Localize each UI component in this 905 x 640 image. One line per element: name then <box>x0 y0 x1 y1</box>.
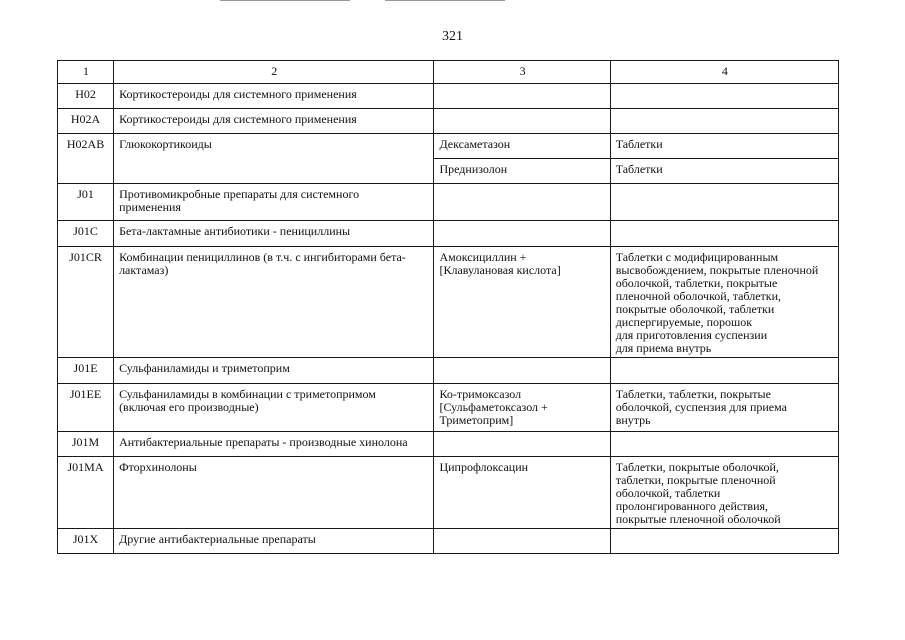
header-col-3: 3 <box>434 61 610 84</box>
table-row <box>58 247 839 358</box>
table-row <box>58 84 839 109</box>
group-name-cell: Бета-лактамные антибиотики - пенициллины <box>114 221 434 247</box>
atc-code-cell: H02A <box>58 109 114 134</box>
atc-code-cell: J01E <box>58 358 114 384</box>
dosage-form-cell <box>610 109 838 134</box>
drug-name-cell: Амоксициллин + [Клавулановая кислота] <box>434 247 610 358</box>
drug-name-cell <box>434 84 610 109</box>
drug-name-cell: Ко-тримоксазол [Сульфаметоксазол + Триметоприм] <box>434 384 610 432</box>
group-name-cell: Другие антибактериальные препараты <box>114 529 434 554</box>
dosage-form-cell <box>610 432 838 457</box>
group-name-cell: Противомикробные препараты для системного применения <box>114 184 434 221</box>
table-row <box>58 109 839 134</box>
dosage-form-cell: Таблетки <box>610 134 838 159</box>
table-row <box>58 432 839 457</box>
scan-edge-rule-left <box>220 0 350 1</box>
dosage-form-cell <box>610 84 838 109</box>
group-name-cell: Кортикостероиды для системного применения <box>114 109 434 134</box>
atc-code-cell: J01M <box>58 432 114 457</box>
header-col-4: 4 <box>610 61 838 84</box>
drug-name-cell <box>434 221 610 247</box>
drug-name-cell: Ципрофлоксацин <box>434 457 610 529</box>
group-name-cell: Фторхинолоны <box>114 457 434 529</box>
drug-name-cell <box>434 358 610 384</box>
dosage-form-cell: Таблетки с модифицированным высвобождением, покрытые пленочной оболочкой, таблетки, покрытые пленочной оболочкой, таблетки, покрытые оболочкой, таблетки диспергируемые, порошок для приготовления суспензии для приема внутрь <box>610 247 838 358</box>
table-header-row <box>58 61 839 84</box>
group-name-cell: Кортикостероиды для системного применения <box>114 84 434 109</box>
drug-name-cell <box>434 109 610 134</box>
dosage-form-cell: Таблетки <box>610 159 838 184</box>
atc-code-cell: J01EE <box>58 384 114 432</box>
header-col-2: 2 <box>114 61 434 84</box>
group-name-cell: Глюкокортикоиды <box>114 134 434 184</box>
drug-name-cell: Дексаметазон <box>434 134 610 159</box>
drug-table <box>57 60 839 554</box>
table-row <box>58 184 839 221</box>
atc-code-cell: H02AB <box>58 134 114 184</box>
drug-name-cell <box>434 529 610 554</box>
atc-code-cell: H02 <box>58 84 114 109</box>
group-name-cell: Сульфаниламиды в комбинации с триметопримом (включая его производные) <box>114 384 434 432</box>
atc-code-cell: J01MA <box>58 457 114 529</box>
dosage-form-cell <box>610 184 838 221</box>
dosage-form-cell <box>610 358 838 384</box>
atc-code-cell: J01CR <box>58 247 114 358</box>
atc-code-cell: J01 <box>58 184 114 221</box>
drug-name-cell: Преднизолон <box>434 159 610 184</box>
table-row <box>58 358 839 384</box>
dosage-form-cell <box>610 529 838 554</box>
drug-name-cell <box>434 432 610 457</box>
group-name-cell: Комбинации пенициллинов (в т.ч. с ингибиторами бета- лактамаз) <box>114 247 434 358</box>
table-row <box>58 134 839 159</box>
dosage-form-cell: Таблетки, покрытые оболочкой, таблетки, покрытые пленочной оболочкой, таблетки пролонгированного действия, покрытые пленочной оболочкой <box>610 457 838 529</box>
group-name-cell: Антибактериальные препараты - производные хинолона <box>114 432 434 457</box>
table-row <box>58 384 839 432</box>
atc-code-cell: J01C <box>58 221 114 247</box>
dosage-form-cell: Таблетки, таблетки, покрытые оболочкой, суспензия для приема внутрь <box>610 384 838 432</box>
scan-edge-rule-right <box>385 0 505 1</box>
drug-name-cell <box>434 184 610 221</box>
atc-code-cell: J01X <box>58 529 114 554</box>
table-row <box>58 529 839 554</box>
dosage-form-cell <box>610 221 838 247</box>
table-row <box>58 221 839 247</box>
table-row <box>58 457 839 529</box>
group-name-cell: Сульфаниламиды и триметоприм <box>114 358 434 384</box>
header-col-1: 1 <box>58 61 114 84</box>
page-number: 321 <box>442 29 463 44</box>
